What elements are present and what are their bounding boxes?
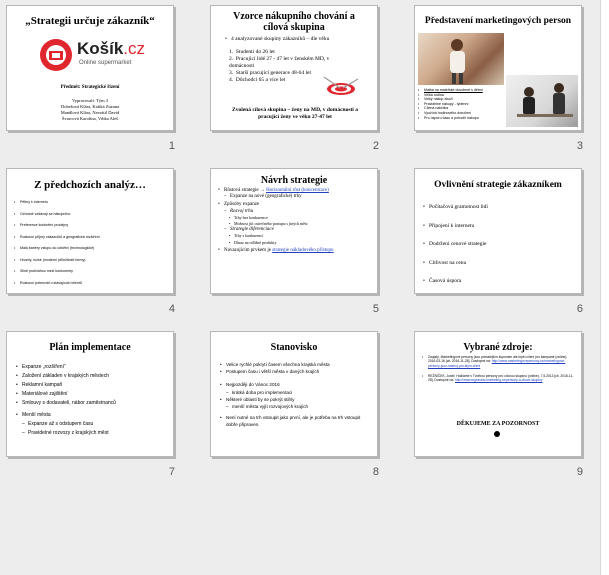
list-item: • Počítačová gramotnost lidí xyxy=(423,198,573,217)
source-item: • Zaujatý, Marketingové persony jsou pomalejším kuponem ale lepší cílení pro kampaně (online), 2016-03-16 [cit. 2016-11-28]. Dostupné na: http://www.marketingovepersony.cz/marketingove-persony-jsou-nastroj-pro-lepsi-cileni xyxy=(422,355,574,368)
list-item: • Materiálové zajištění xyxy=(16,390,166,399)
strategy-link[interactable]: strategie nákladového přístupu xyxy=(272,247,334,253)
list-item: – Rozvoj trhu xyxy=(218,209,374,215)
strategy-bullets xyxy=(218,188,374,254)
slide-thumbnail-8[interactable] xyxy=(210,331,378,457)
basket-logo-icon xyxy=(39,38,73,72)
slide-thumbnail-3[interactable] xyxy=(414,5,582,131)
list-item: – Pravidelné rozvozy z krajských měst xyxy=(16,429,166,438)
business-people xyxy=(515,78,575,126)
list-item: • Připojení k internetu xyxy=(423,217,573,236)
logo-main: Košík xyxy=(77,39,124,58)
position-bullets xyxy=(220,361,370,429)
slide-number-3: 3 xyxy=(576,140,583,152)
list-item: – menší města vyjít rozvojových krajích xyxy=(220,403,370,410)
list-item: • Založení základen v krajských městech xyxy=(16,372,166,381)
list-item: • Dodržení cenové strategie xyxy=(423,235,573,254)
analysis-bullets: • Pětiny k internetu • Ochotné vzdávají se nákupního • Preference konkrétní prodejny • Rostoucí příjmy zákazníků a geografická rozšíření • Malá bariéry vstupu do odvětví (technologické) • Hrozby, nízké (moderní příležitosti formy) • Silně protiváhou mezi konkurenty • Rostoucí potenciál u stávajících klientů xyxy=(14,197,164,289)
list-item: – krátká doba pro implementaci xyxy=(220,389,370,396)
strategy-link[interactable]: Horizontální růst (koncentrace) xyxy=(266,188,329,193)
list-item: • Navazujícím prvkem je strategie nákladového přístupu xyxy=(218,248,374,254)
slide-thumbnail-5[interactable] xyxy=(210,168,378,294)
subject-line: Předmět: Strategické řízení xyxy=(60,85,120,90)
source-link[interactable]: http://www.regionalni-marketing.cz/persony-a-cilove-skupiny xyxy=(454,378,543,383)
list-item: • Není nutné na trh vstoupit jako první, ale je potřeba na trh vstoupit dobře připraven. xyxy=(220,414,370,428)
list-item: – Expanze na nové (geografické) trhy xyxy=(218,194,374,200)
kosik-logo xyxy=(39,38,149,72)
slide-title: Vybrané zdroje: xyxy=(463,342,533,353)
slide-title: „Strategii určuje zákazník“ xyxy=(25,15,155,27)
slide-number-4: 4 xyxy=(168,303,175,315)
list-item: • Velice rychlé pokrytí časem všechna krajská města xyxy=(220,361,370,368)
slide-thumbnail-2[interactable] xyxy=(210,5,378,131)
influence-bullets xyxy=(423,198,573,291)
slide-number-7: 7 xyxy=(168,466,175,478)
list-item: 1. Studenti do 26 let xyxy=(229,49,275,55)
list-item: 4. Důchodci 65 a více let xyxy=(229,77,286,83)
dot-icon xyxy=(494,431,500,437)
thanks-text: DĚKUJEME ZA POZORNOST xyxy=(456,421,540,427)
slide-thumbnail-9[interactable] xyxy=(414,331,582,457)
list-item: 2. Pracující lidé 27 - 47 let v ženském MD, v domácnosti xyxy=(229,56,330,69)
numbered-list xyxy=(229,49,349,84)
list-item: • Způsoby expanze xyxy=(218,202,374,208)
list-item: • Nejpozději do Vánoc 2016 xyxy=(220,381,370,388)
author-line: Švarcová Karolína, Vrbka Aleš xyxy=(62,116,118,121)
authors xyxy=(7,98,173,122)
list-item: • Důraz na odlišné produkty xyxy=(218,240,374,246)
slide-title: Z předchozích analýz… xyxy=(34,179,146,191)
slide-number-2: 2 xyxy=(372,140,379,152)
sources-list xyxy=(422,355,574,382)
persona-bullets: • Matka na mateřské dovolené s dětmi • Velká rodina • Velký nákup zboží • Pravidelné nákupy - týdenní • Cílená nabídka • Využívá hodinového doručení • Pro úsporu času a pohodlí nákupu xyxy=(418,88,506,120)
slide-title: Vzorce nákupního chování a cílová skupina xyxy=(233,11,355,33)
slide-title: Plán implementace xyxy=(49,342,131,353)
slide-title: Představení marketingových person xyxy=(424,16,572,26)
list-item: • Citlivost na cenu xyxy=(423,254,573,273)
implementation-bullets xyxy=(16,363,166,438)
slide-number-6: 6 xyxy=(576,303,583,315)
slide-thumbnail-4[interactable] xyxy=(6,168,174,294)
list-item: – Strategie diferenciace xyxy=(218,227,374,233)
source-link[interactable]: http://www.marketingovepersony.cz/marketingove-persony-jsou-nastroj-pro-lepsi-cileni xyxy=(428,359,566,368)
logo-suffix: .cz xyxy=(123,39,146,58)
list-item: • Smlouvy s dodavateli, nábor zaměstnanců xyxy=(16,399,166,408)
author-line: Vypracovali: Tým 3 xyxy=(72,98,108,103)
author-line: Dobešová Klára, Krátká Zuzana xyxy=(61,104,119,109)
intro-bullet: • 4 analyzované skupiny zákazníků – dle věku xyxy=(225,36,329,43)
list-item: – Expanze až s odstupem času xyxy=(16,420,166,429)
slide-number-8: 8 xyxy=(372,466,379,478)
logo-subtitle: Online supermarket xyxy=(79,60,132,66)
slide-number-9: 9 xyxy=(576,466,583,478)
author-line: Mandlová Klára, Navrátil David xyxy=(60,110,120,115)
slide-number-1: 1 xyxy=(168,140,175,152)
scrollbar[interactable] xyxy=(600,0,609,575)
woman-silhouette xyxy=(443,36,473,84)
slide-thumbnail-1[interactable] xyxy=(6,5,174,131)
list-item: • Menší města xyxy=(16,411,166,420)
source-item: • REŽNÍČEK, Josef. Hodláme v Tvorbou persony pro cílovou skupinu (online), 7.5.2013 [cit. 2016-11-28]. Dostupné na: http://www.regionalni-marketing.cz/persony-a-cilove-skupiny xyxy=(422,374,574,383)
list-item: • Reklamní kampaň xyxy=(16,381,166,390)
slide-title: Ovlivnění strategie zákazníkem xyxy=(434,180,562,190)
slide-title: Stanovisko xyxy=(270,342,318,353)
target-group-text: Zvolená cílová skupina – ženy na MD, v domácnosti a pracující ženy ve věku 27-47 let xyxy=(232,107,358,120)
slide-title: Návrh strategie xyxy=(260,175,328,186)
slide-thumbnail-6[interactable] xyxy=(414,168,582,294)
list-item: • Růstová strategie → Horizontální růst (koncentrace) xyxy=(218,188,374,194)
list-item: • Expanze „rozšíření“ xyxy=(16,363,166,372)
slide-number-5: 5 xyxy=(372,303,379,315)
list-item: 3. Starší pracující generace 48-64 let xyxy=(229,70,312,76)
list-item: • Časová úspora xyxy=(423,272,573,291)
list-item: • Postupem času i větší města v daných krajích xyxy=(220,368,370,375)
list-item: • Trhy bez konkurence xyxy=(218,215,374,221)
list-item: • Trhy s konkurencí xyxy=(218,233,374,239)
list-item: • Možnost jiít ostrečného postupu s jiných měst xyxy=(218,221,374,227)
list-item: • Některé oblasti by se pokrýt stihly xyxy=(220,396,370,403)
slide-thumbnail-7[interactable] xyxy=(6,331,174,457)
